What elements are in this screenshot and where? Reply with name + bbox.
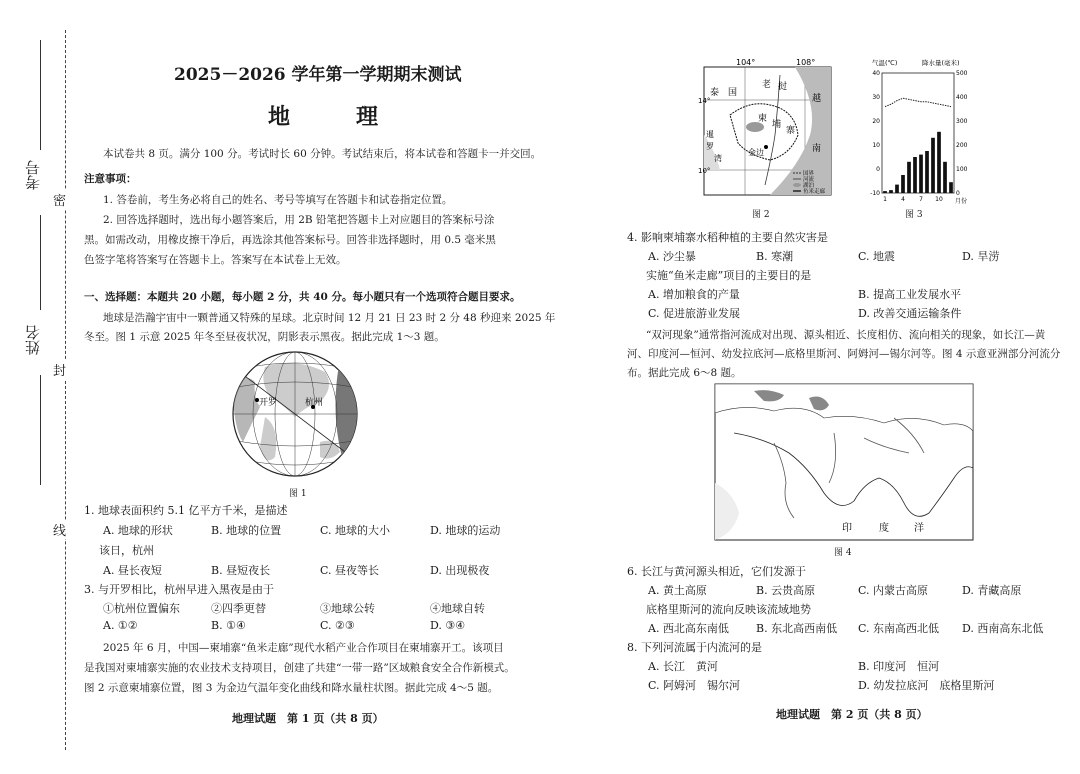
fig2-gulf-3: 湾: [714, 154, 722, 163]
q8-option-b[interactable]: B. 印度河 恒河: [858, 660, 940, 673]
fig3-temp-label: 气温(℃): [872, 59, 898, 67]
q4-option-a[interactable]: A. 沙尘暴: [648, 250, 696, 263]
fig2-yue: 越: [812, 94, 822, 104]
figure-1-caption: 图 1: [289, 489, 307, 499]
notice-1: 1. 答卷前，考生务必将自己的姓名、考号等填写在答题卡和试卷指定位置。: [103, 194, 453, 206]
fig3-precip-label: 降水量(毫米): [922, 59, 960, 67]
notice-2-end: 色签字笔将答案写在答题卡上。答案写在本试卷上无效。: [84, 254, 347, 266]
precip-bar: [913, 157, 917, 193]
q4-option-b[interactable]: B. 寒潮: [756, 250, 794, 263]
context-2: 2025 年 6 月，中国—柬埔寨“鱼米走廊”现代水稻产业合作项目在柬埔寨开工。该项目: [103, 642, 504, 654]
fill-line: [40, 40, 41, 150]
q7-option-d[interactable]: D. 西南高东北低: [962, 622, 1044, 635]
precip-bar: [919, 155, 923, 193]
q3-item-2: ②四季更替: [211, 602, 266, 615]
xian-mark: 线: [53, 520, 66, 539]
figure-3-climate-chart: [862, 55, 977, 210]
q6-stem: 6. 长江与黄河源头相近，它们发源于: [627, 565, 806, 578]
precip-bar: [943, 162, 947, 193]
q7-option-a[interactable]: A. 西北高东南低: [648, 622, 729, 635]
figure-2-map: [700, 55, 835, 205]
fig4-label-yang: 洋: [914, 523, 924, 534]
fig2-gulf-2: 罗: [706, 142, 714, 151]
q3-item-3: ③地球公转: [320, 602, 375, 615]
fig2-laos-2: 挝: [778, 82, 788, 92]
q3-item-4: ④地球自转: [430, 602, 485, 615]
notice-2: 2. 回答选择题时，选出每小题答案后，用 2B 铅笔把答题卡上对应题目的答案标号涂: [103, 214, 495, 226]
temp-tick-label: 20: [872, 118, 880, 125]
fig3-month-label: 月份: [955, 198, 968, 205]
q4-stem: 4. 影响柬埔寨水稻种植的主要自然灾害是: [627, 231, 828, 244]
temp-tick-label: 10: [872, 142, 880, 149]
fig2-legend-lake: 湖泊: [803, 183, 815, 189]
temp-tick-label: -10: [870, 190, 880, 197]
precip-bar: [883, 191, 887, 193]
precip-bar: [949, 182, 953, 193]
q7-option-b[interactable]: B. 东北高西南低: [756, 622, 838, 635]
precip-bar: [901, 175, 905, 193]
context-3-cont: 河、印度河—恒河、幼发拉底河—底格里斯河、阿姆河—锡尔河等。图 4 示意亚洲部分河流分: [627, 348, 1061, 360]
fig2-guo: 国: [728, 88, 738, 98]
notice-2-cont: 黑。如需改动，用橡皮擦干净后，再选涂其他答案标号。回答非选择题时，用 0.5 毫米黑: [84, 234, 496, 246]
context-1-cont: 冬至。图 1 示意 2025 年冬至昼夜状况，阴影表示黑夜。据此完成 1～3 题。: [84, 331, 445, 343]
month-tick-label: 1: [883, 196, 887, 203]
fill-line: [40, 375, 41, 485]
q6-option-a[interactable]: A. 黄土高原: [648, 584, 707, 597]
label-kairo: 开罗: [259, 398, 278, 408]
fig2-thai: 泰: [710, 88, 720, 98]
context-3-end: 布。据此完成 6～8 题。: [627, 367, 742, 379]
fig2-laos-1: 老: [762, 80, 772, 90]
temp-tick-label: 40: [872, 70, 880, 77]
q4-option-d[interactable]: D. 旱涝: [962, 250, 1000, 263]
temp-tick-label: 0: [876, 166, 880, 173]
month-tick-label: 10: [935, 196, 943, 203]
fig2-lat-10: 10°: [698, 167, 711, 175]
q2-option-b[interactable]: B. 昼短夜长: [211, 564, 271, 577]
exam-title: 2025－2026 学年第一学期期末测试: [174, 65, 462, 85]
q3-option-a[interactable]: A. ①②: [103, 619, 138, 632]
cut-line: [65, 30, 66, 750]
fig2-cambodia-2: 埔: [772, 120, 782, 130]
fig2-cambodia-1: 柬: [758, 114, 768, 124]
fill-line: [40, 215, 41, 310]
q1-option-c[interactable]: C. 地球的大小: [320, 524, 391, 537]
subject-title: 地 理: [268, 104, 401, 130]
q8-option-c[interactable]: C. 阿姆河 锡尔河: [648, 679, 741, 692]
q2-option-a[interactable]: A. 昼长夜短: [103, 564, 162, 577]
mi-mark: 密: [53, 190, 66, 209]
q6-option-c[interactable]: C. 内蒙古高原: [858, 584, 929, 597]
fig4-label-yin: 印: [842, 523, 852, 534]
context-2-cont: 是我国对柬埔寨实施的农业技术支持项目，创建了共建“一带一路”区域粮食安全合作新模式。: [84, 662, 515, 674]
figure-4-map: [714, 383, 974, 541]
context-3: “双河现象”通常指河流成对出现、源头相近、长度相仿、流向相关的现象，如长江—黄: [646, 329, 1046, 341]
q1-option-a[interactable]: A. 地球的形状: [103, 524, 173, 537]
precip-bar: [895, 185, 899, 193]
precip-bar: [931, 138, 935, 193]
q5-option-c[interactable]: C. 促进旅游业发展: [648, 307, 741, 320]
context-1: 地球是浩瀚宇宙中一颗普通又特殊的星球。北京时间 12 月 21 日 23 时 2 分 48 秒迎来 2025 年: [103, 312, 556, 324]
fig4-label-du: 度: [879, 523, 889, 534]
precip-tick-label: 0: [956, 190, 960, 197]
precip-tick-label: 200: [956, 142, 968, 149]
q5-option-b[interactable]: B. 提高工业发展水平: [858, 288, 962, 301]
figure-2-caption: 图 2: [752, 210, 770, 220]
q2-option-c[interactable]: C. 昼夜等长: [320, 564, 380, 577]
q3-item-1: ①杭州位置偏东: [103, 602, 180, 615]
intro-text: 本试卷共 8 页。满分 100 分。考试时长 60 分钟。考试结束后，将本试卷和答题卡一并交回。: [103, 148, 542, 160]
footer-page-2: 地理试题 第 2 页（共 8 页）: [776, 708, 928, 721]
xingming-label: 姓名: [24, 325, 42, 355]
precip-bar: [889, 190, 893, 193]
context-2-end: 图 2 示意柬埔寨位置，图 3 为金边气温年变化曲线和降水量柱状图。据此完成 4～5 题。: [84, 682, 499, 694]
precip-bar: [907, 162, 911, 193]
figure-1-globe: [225, 347, 365, 482]
precip-tick-label: 500: [956, 70, 968, 77]
figure-3-caption: 图 3: [905, 210, 923, 220]
q8-option-a[interactable]: A. 长江 黄河: [648, 660, 718, 673]
q6-option-d[interactable]: D. 青藏高原: [962, 584, 1022, 597]
q1-option-b[interactable]: B. 地球的位置: [211, 524, 282, 537]
fig2-legend-corridor: 鱼米走廊: [803, 189, 826, 195]
q7-stem: 底格里斯河的流向反映该流域地势: [646, 603, 811, 616]
figure-4-caption: 图 4: [834, 548, 852, 558]
q3-stem: 3. 与开罗相比，杭州早进入黑夜是由于: [84, 583, 274, 596]
fig2-gulf-1: 暹: [706, 130, 714, 139]
precip-tick-label: 300: [956, 118, 968, 125]
q2-stem: 该日，杭州: [99, 544, 154, 557]
label-hangzhou: 杭州: [305, 398, 324, 408]
q6-option-b[interactable]: B. 云贵高原: [756, 584, 816, 597]
q1-stem: 1. 地球表面积约 5.1 亿平方千米，是描述: [84, 504, 288, 517]
q7-option-c[interactable]: C. 东南高西北低: [858, 622, 940, 635]
precip-bar: [925, 151, 929, 193]
q2-option-d[interactable]: D. 出现极夜: [430, 564, 490, 577]
fig2-phnom-penh: 金边: [748, 148, 764, 157]
q1-option-d[interactable]: D. 地球的运动: [430, 524, 501, 537]
precip-bar: [937, 132, 941, 193]
q3-option-c[interactable]: C. ②③: [320, 619, 355, 632]
q5-option-d[interactable]: D. 改善交通运输条件: [858, 307, 962, 320]
feng-mark: 封: [53, 360, 66, 379]
q3-option-d[interactable]: D. ③④: [430, 619, 466, 632]
q5-stem: 实施“鱼米走廊”项目的主要目的是: [646, 269, 812, 282]
fig2-legend-border: 国界: [803, 171, 815, 177]
footer-page-1: 地理试题 第 1 页（共 8 页）: [232, 712, 384, 725]
q3-option-b[interactable]: B. ①④: [211, 619, 246, 632]
q8-option-d[interactable]: D. 幼发拉底河 底格里斯河: [858, 679, 995, 692]
q4-option-c[interactable]: C. 地震: [858, 250, 896, 263]
kaohao-label: 考号: [24, 160, 42, 190]
fig2-nan: 南: [812, 144, 822, 154]
precip-tick-label: 400: [956, 94, 968, 101]
fig2-cambodia-3: 寨: [786, 126, 796, 136]
notice-title: 注意事项：: [84, 173, 137, 185]
fig2-legend-river: 河流: [803, 177, 815, 183]
temp-tick-label: 30: [872, 94, 880, 101]
fig2-lon-108: 108°: [796, 58, 816, 67]
month-tick-label: 4: [901, 196, 905, 203]
fig2-lat-14: 14°: [698, 97, 711, 105]
section-title: 一、选择题：本题共 20 小题，每小题 2 分，共 40 分。每小题只有一个选项符合题目要求。: [84, 291, 521, 303]
precip-tick-label: 100: [956, 166, 968, 173]
q8-stem: 8. 下列河流属于内流河的是: [627, 641, 762, 654]
q5-option-a[interactable]: A. 增加粮食的产量: [648, 288, 740, 301]
month-tick-label: 7: [919, 196, 923, 203]
fig2-lon-104: 104°: [736, 58, 756, 67]
